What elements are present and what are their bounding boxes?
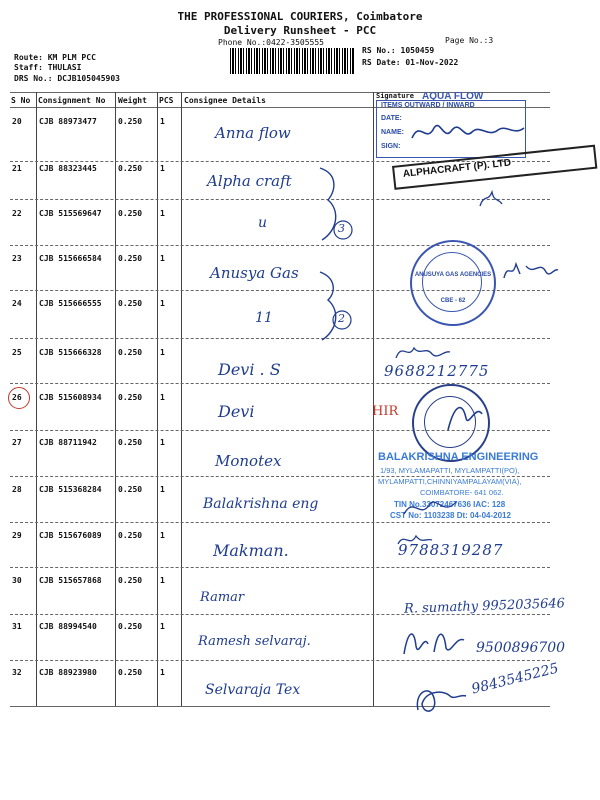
row-weight: 0.250 (118, 254, 143, 263)
row-sno: 22 (12, 209, 22, 218)
row-consignment: CJB 515676089 (39, 531, 102, 540)
drs-number: DRS No.: DCJB105045903 (14, 74, 120, 83)
row-consignment: CJB 88923980 (39, 668, 97, 677)
handwritten-signature: R. sumathy 9952035646 (403, 596, 566, 617)
aqua-flow-date: DATE: (381, 115, 402, 122)
row-handwritten-name: Anusya Gas (210, 264, 299, 282)
row-sno: 24 (12, 299, 22, 308)
row-weight: 0.250 (118, 393, 143, 402)
signature (400, 494, 460, 524)
row-handwritten-name: Balakrishna eng (203, 496, 319, 512)
balakrishna-address: MYLAMPATTI,CHINNIYAMPALAYAM(VIA), (378, 477, 522, 486)
col-header-consignment: Consignment No (38, 96, 106, 105)
group-count: 3 (338, 222, 345, 235)
document-title: Delivery Runsheet - PCC (223, 24, 377, 37)
row-pcs: 1 (160, 531, 165, 540)
handwritten-phone: 9788319287 (398, 541, 504, 559)
row-consignment: CJB 515368284 (39, 485, 102, 494)
row-weight: 0.250 (118, 622, 143, 631)
aqua-flow-sign: SIGN: (381, 143, 401, 150)
row-consignment: CJB 515666584 (39, 254, 102, 263)
handwritten-phone: 9688212775 (384, 362, 490, 380)
row-divider (10, 567, 550, 568)
handwritten-phone: 9843545225 (470, 660, 561, 698)
row-handwritten-name: Monotex (215, 452, 282, 470)
row-weight: 0.250 (118, 576, 143, 585)
row-divider (10, 522, 550, 523)
row-consignment: CJB 515666555 (39, 299, 102, 308)
row-sno: 32 (12, 668, 22, 677)
balakrishna-address: COIMBATORE- 641 062. (420, 488, 504, 497)
row-weight: 0.250 (118, 164, 143, 173)
row-sno: 30 (12, 576, 22, 585)
aqua-flow-stamp-title: AQUA FLOW (422, 91, 484, 102)
signature (500, 256, 560, 286)
signature (408, 116, 528, 150)
anusuya-gas-city: CBE - 62 (440, 298, 466, 304)
row-weight: 0.250 (118, 438, 143, 447)
row-consignment: CJB 88994540 (39, 622, 97, 631)
rs-date: RS Date: 01-Nov-2022 (362, 58, 459, 67)
row-pcs: 1 (160, 348, 165, 357)
balakrishna-address: 1/93, MYLAMAPATTI, MYLAMPATTI(PO), (380, 466, 520, 475)
row-pcs: 1 (160, 254, 165, 263)
row-consignment: CJB 515666328 (39, 348, 102, 357)
row-pcs: 1 (160, 393, 165, 402)
row-pcs: 1 (160, 164, 165, 173)
circled-row-marker (8, 387, 30, 409)
balakrishna-cst: CST No: 1103238 Dt: 04-04-2012 (390, 511, 511, 520)
row-weight: 0.250 (118, 531, 143, 540)
signature (398, 622, 468, 662)
aqua-flow-inward: ITEMS OUTWARD / INWARD (381, 102, 475, 109)
row-handwritten-name: Ramar (200, 590, 245, 605)
row-handwritten-name: Alpha craft (207, 172, 292, 190)
row-sno: 26 (12, 393, 22, 402)
balakrishna-tin: TIN No.33072467636 IAC: 128 (394, 500, 506, 509)
signature (476, 188, 506, 210)
row-weight: 0.250 (118, 117, 143, 126)
row-sno: 31 (12, 622, 22, 631)
row-consignment: CJB 88323445 (39, 164, 97, 173)
signature (410, 680, 470, 720)
row-handwritten-name: u (258, 215, 268, 231)
anusuya-gas-seal (410, 240, 496, 326)
row-pcs: 1 (160, 117, 165, 126)
row-sno: 23 (12, 254, 22, 263)
row-weight: 0.250 (118, 299, 143, 308)
row-weight: 0.250 (118, 348, 143, 357)
col-header-pcs: PCS (159, 96, 174, 105)
rs-number: RS No.: 1050459 (362, 46, 435, 55)
row-consignment: CJB 515657868 (39, 576, 102, 585)
row-divider (10, 199, 550, 200)
row-sno: 28 (12, 485, 22, 494)
row-handwritten-name: 11 (255, 310, 273, 326)
row-divider (10, 383, 550, 384)
row-pcs: 1 (160, 438, 165, 447)
aqua-flow-name: NAME: (381, 129, 404, 136)
row-sno: 29 (12, 531, 22, 540)
row-handwritten-name: Ramesh selvaraj. (198, 634, 311, 649)
page-number: Page No.:3 (445, 36, 494, 45)
company-name: THE PROFESSIONAL COURIERS, Coimbatore (177, 10, 423, 23)
anusuya-gas-name: ANUSUYA GAS AGENCIES (414, 272, 492, 278)
row-sno: 21 (12, 164, 22, 173)
group-brackets (300, 160, 370, 350)
row-handwritten-name: Makman. (213, 541, 289, 560)
row-consignment: CJB 88711942 (39, 438, 97, 447)
row-handwritten-name: Selvaraja Tex (205, 682, 301, 698)
row-pcs: 1 (160, 576, 165, 585)
row-pcs: 1 (160, 485, 165, 494)
row-weight: 0.250 (118, 668, 143, 677)
row-pcs: 1 (160, 299, 165, 308)
row-consignment: CJB 515569647 (39, 209, 102, 218)
row-sno: 20 (12, 117, 22, 126)
col-header-consignee: Consignee Details (184, 96, 266, 105)
alphacraft-stamp-text: ALPHACRAFT (P). LTD (402, 157, 512, 180)
barcode (230, 48, 355, 74)
row-pcs: 1 (160, 668, 165, 677)
row-handwritten-name: Anna flow (215, 124, 291, 142)
signature (440, 396, 490, 440)
col-header-weight: Weight (118, 96, 147, 105)
row-consignment: CJB 88973477 (39, 117, 97, 126)
balakrishna-stamp-title: BALAKRISHNA ENGINEERING (378, 451, 539, 463)
col-header-signature: Signature (376, 92, 414, 100)
staff: Staff: THULASI (14, 63, 82, 72)
handwritten-phone: 9500896700 (476, 640, 566, 656)
row-divider (10, 338, 550, 339)
row-handwritten-name: Devi . S (218, 360, 281, 379)
row-sno: 27 (12, 438, 22, 447)
phone-number: Phone No.:0422-3505555 (218, 38, 324, 47)
row-consignment: CJB 515608934 (39, 393, 102, 402)
row-pcs: 1 (160, 622, 165, 631)
row-handwritten-name: Devi (218, 402, 255, 421)
handwritten-mark: HIR (372, 404, 399, 419)
row-divider (10, 660, 550, 661)
row-pcs: 1 (160, 209, 165, 218)
row-sno: 25 (12, 348, 22, 357)
row-weight: 0.250 (118, 209, 143, 218)
group-count: 2 (338, 312, 345, 325)
row-weight: 0.250 (118, 485, 143, 494)
col-header-sno: S No (11, 96, 31, 105)
route: Route: KM PLM PCC (14, 53, 96, 62)
